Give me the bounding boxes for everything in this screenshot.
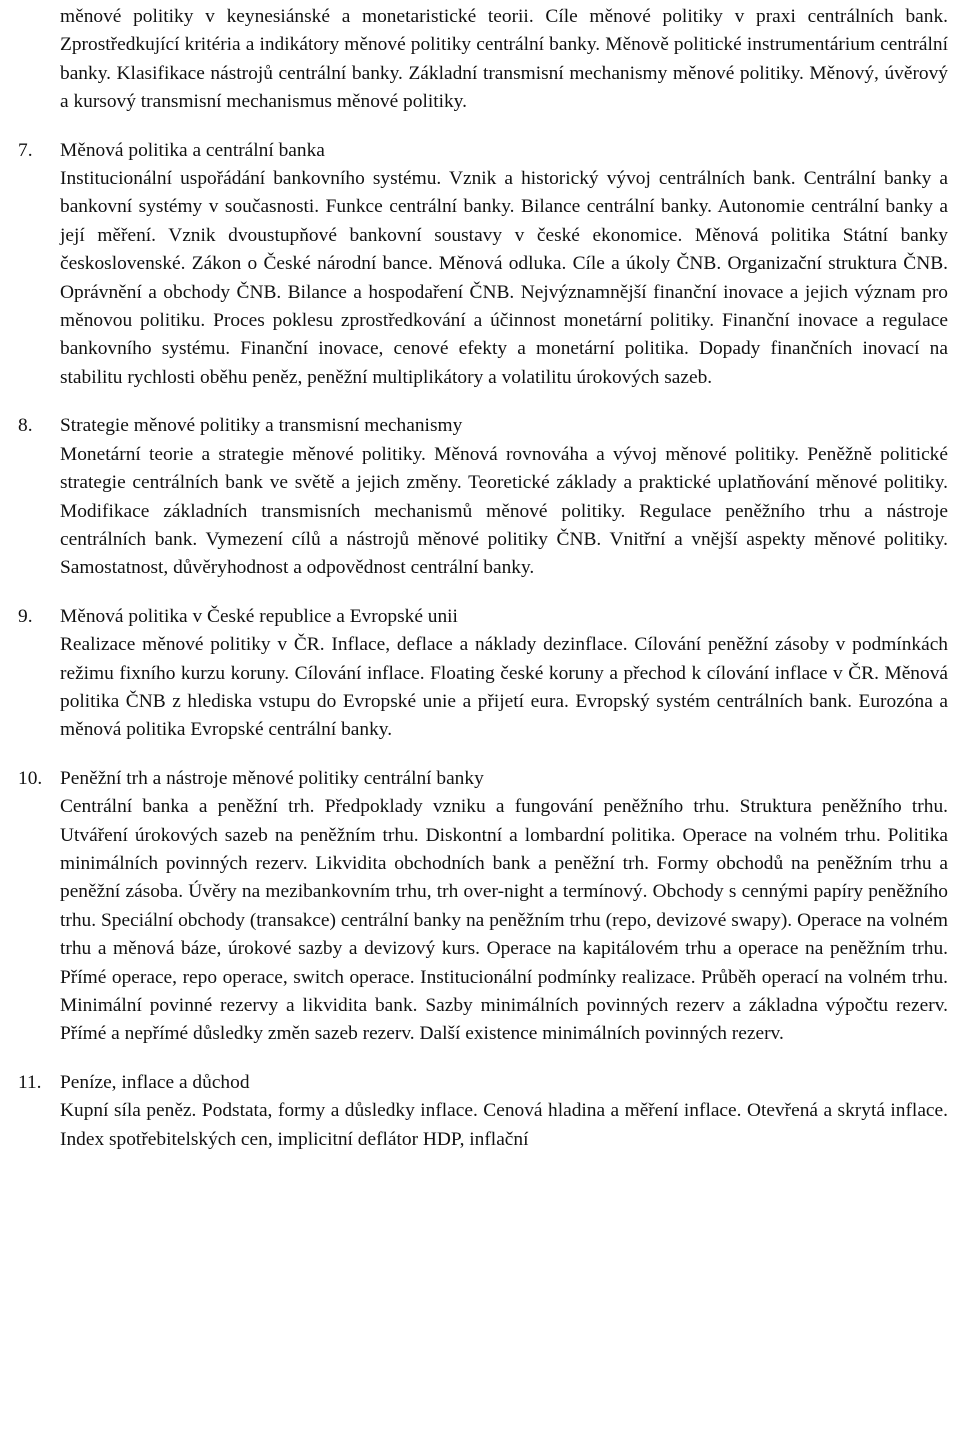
section-number: 7. (18, 139, 33, 161)
section-title: Peníze, inflace a důchod (60, 1071, 250, 1093)
section-body: Centrální banka a peněžní trh. Předpoklady vzniku a fungování peněžního trhu. Struktura peněžního trhu. Utváření úrokových sazeb na peněžním trhu. Diskontní a lombardní politika. Operace na volném trhu. Politika minimálních povinných rezerv. Likvidita obchodních bank a peněžní trh. Formy obchodů na peněžním trhu a peněžní zásoba. Úvěry na mezibankovním trhu, trh over-night a termínový. Obchody s cennými papíry peněžního trhu. Speciální obchody (transakce) centrální banky na peněžním trhu (repo, devizové swapy). Operace na volném trhu a měnová báze, úrokové sazby a devizový kurs. Operace na kapitálovém trhu a operace na peněžním trhu. Přímé operace, repo operace, switch operace. Institucionální podmínky realizace. Průběh operací na volném trhu. Minimální povinné rezervy a likvidita bank. Sazby minimálních povinných rezerv a základna výpočtu rezerv. Přímé a nepřímé důsledky změn sazeb rezerv. Další existence minimálních povinných rezerv. (60, 796, 948, 1045)
section-body: Monetární teorie a strategie měnové politiky. Měnová rovnováha a vývoj měnové politiky. Peněžně politické strategie centrálních bank ve světě a jejich změny. Teoretické základy a praktické uplatňování měnové politiky. Modifikace základních transmisních mechanismů měnové politiky. Regulace peněžního trhu a nástroje centrálních bank. Vymezení cílů a nástrojů měnové politiky ČNB. Vnitřní a vnější aspekty měnové politiky. Samostatnost, důvěryhodnost a odpovědnost centrální banky. (60, 443, 948, 579)
section-7 (18, 137, 948, 393)
section-9 (18, 603, 948, 745)
section-title: Měnová politika a centrální banka (60, 139, 325, 161)
document-page (18, 0, 948, 1154)
section-body: Institucionální uspořádání bankovního systému. Vznik a historický vývoj centrálních bank. Centrální banky a bankovní systémy v současnosti. Funkce centrální banky. Bilance centrální banky. Autonomie centrální banky a její měření. Vznik dvoustupňové bankovní soustavy v české ekonomice. Měnová politika Státní banky československé. Zákon o České národní bance. Měnová odluka. Cíle a úkoly ČNB. Organizační struktura ČNB. Oprávnění a obchody ČNB. Bilance a hospodaření ČNB. Nejvýznamnější finanční inovace a jejich význam pro měnovou politiku. Proces poklesu zprostředkování a účinnost monetární politiky. Finanční inovace a regulace bankovního systému. Finanční inovace, cenové efekty a monetární politika. Dopady finančních inovací na stabilitu rychlosti oběhu peněz, peněžní multiplikátory a volatilitu úrokových sazeb. (60, 168, 948, 388)
section-11 (18, 1069, 948, 1154)
section-title: Peněžní trh a nástroje měnové politiky centrální banky (60, 767, 484, 789)
section-8 (18, 412, 948, 582)
section-number: 11. (18, 1071, 42, 1093)
section-title: Měnová politika v České republice a Evropské unii (60, 605, 458, 627)
intro-paragraph: měnové politiky v keynesiánské a monetaristické teorii. Cíle měnové politiky v praxi centrálních bank. Zprostředkující kritéria a indikátory měnové politiky centrální banky. Měnově politické instrumentárium centrální banky. Klasifikace nástrojů centrální banky. Základní transmisní mechanismy měnové politiky. Měnový, úvěrový a kursový transmisní mechanismus měnové politiky. (60, 6, 948, 113)
section-number: 10. (18, 767, 43, 789)
section-number: 8. (18, 415, 33, 437)
section-body: Kupní síla peněz. Podstata, formy a důsledky inflace. Cenová hladina a měření inflace. Otevřená a skrytá inflace. Index spotřebitelských cen, implicitní deflátor HDP, inflační (60, 1100, 948, 1150)
section-10 (18, 765, 948, 1049)
section-number: 9. (18, 605, 33, 627)
section-title: Strategie měnové politiky a transmisní mechanismy (60, 415, 463, 437)
section-body: Realizace měnové politiky v ČR. Inflace, deflace a náklady dezinflace. Cílování peněžní zásoby v podmínkách režimu fixního kurzu koruny. Cílování inflace. Floating české koruny a přechod k cílování inflace v ČR. Měnová politika ČNB z hlediska vstupu do Evropské unie a přijetí eura. Evropský systém centrálních bank. Eurozóna a měnová politika Evropské centrální banky. (60, 634, 948, 741)
